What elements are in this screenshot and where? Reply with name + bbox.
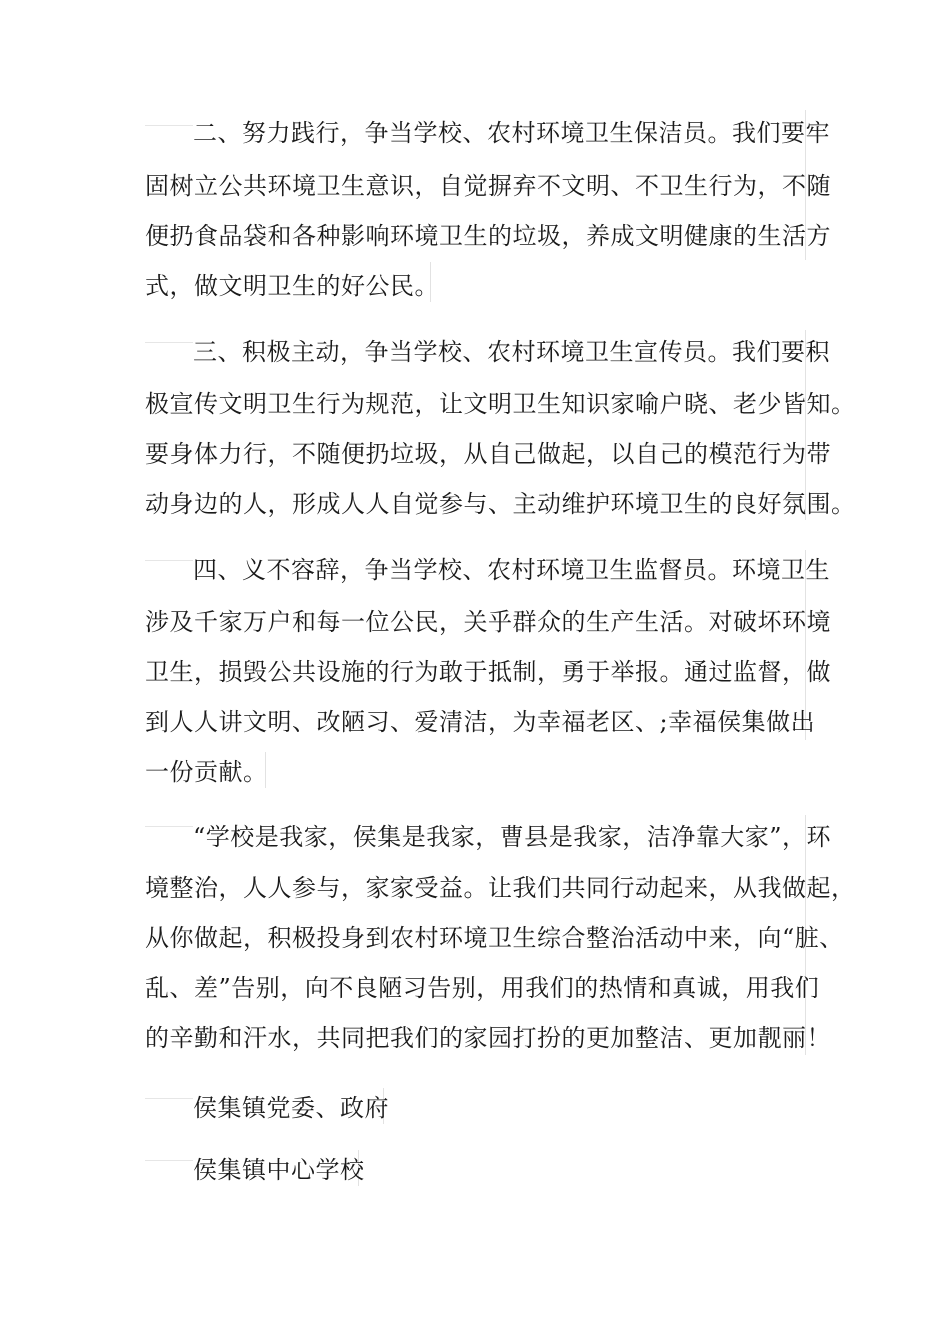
text-line: 到人人讲文明、改陋习、爱清洁，为幸福老区、;幸福侯集做出 — [145, 708, 816, 736]
text-line: 便扔食品袋和各种影响环境卫生的垃圾，养成文明健康的生活方 — [145, 222, 831, 250]
text-line: 乱、差”告别，向不良陋习告别，用我们的热情和真诚，用我们 — [145, 974, 820, 1002]
layout-guide — [145, 1098, 193, 1099]
text-line: 涉及千家万户和每一位公民，关乎群众的生产生活。对破坏环境 — [145, 608, 831, 636]
text-line: 动身边的人，形成人人自觉参与、主动维护环境卫生的良好氛围。 — [145, 490, 856, 518]
text-line: 固树立公共环境卫生意识，自觉摒弃不文明、不卫生行为，不随 — [145, 172, 831, 200]
text-line: 的辛勤和汗水，共同把我们的家园打扮的更加整洁、更加靓丽！ — [145, 1024, 831, 1052]
text-line: 四、义不容辞，争当学校、农村环境卫生监督员。环境卫生 — [193, 556, 830, 584]
signature-central-school: 侯集镇中心学校 — [193, 1156, 365, 1184]
text-line: 卫生，损毁公共设施的行为敢于抵制，勇于举报。通过监督，做 — [145, 658, 831, 686]
layout-guide — [145, 342, 193, 343]
text-line: 二、努力践行，争当学校、农村环境卫生保洁员。我们要牢 — [193, 119, 830, 147]
text-line: 要身体力行，不随便扔垃圾，从自己做起，以自己的模范行为带 — [145, 440, 831, 468]
layout-guide — [145, 826, 193, 827]
text-line: “学校是我家，侯集是我家，曹县是我家，洁净靠大家”，环 — [193, 823, 832, 851]
text-line: 极宣传文明卫生行为规范，让文明卫生知识家喻户晓、老少皆知。 — [145, 390, 856, 418]
layout-guide — [145, 1160, 193, 1161]
text-line: 一份贡献。 — [145, 758, 268, 786]
text-line: 从你做起，积极投身到农村环境卫生综合整治活动中来，向“脏、 — [145, 924, 844, 952]
text-line: 三、积极主动，争当学校、农村环境卫生宣传员。我们要积 — [193, 338, 830, 366]
text-line: 境整治，人人参与，家家受益。让我们共同行动起来，从我做起， — [145, 874, 856, 902]
text-line: 式，做文明卫生的好公民。 — [145, 272, 439, 300]
layout-guide — [145, 125, 193, 126]
layout-guide — [145, 560, 193, 561]
signature-party-government: 侯集镇党委、政府 — [193, 1094, 389, 1122]
